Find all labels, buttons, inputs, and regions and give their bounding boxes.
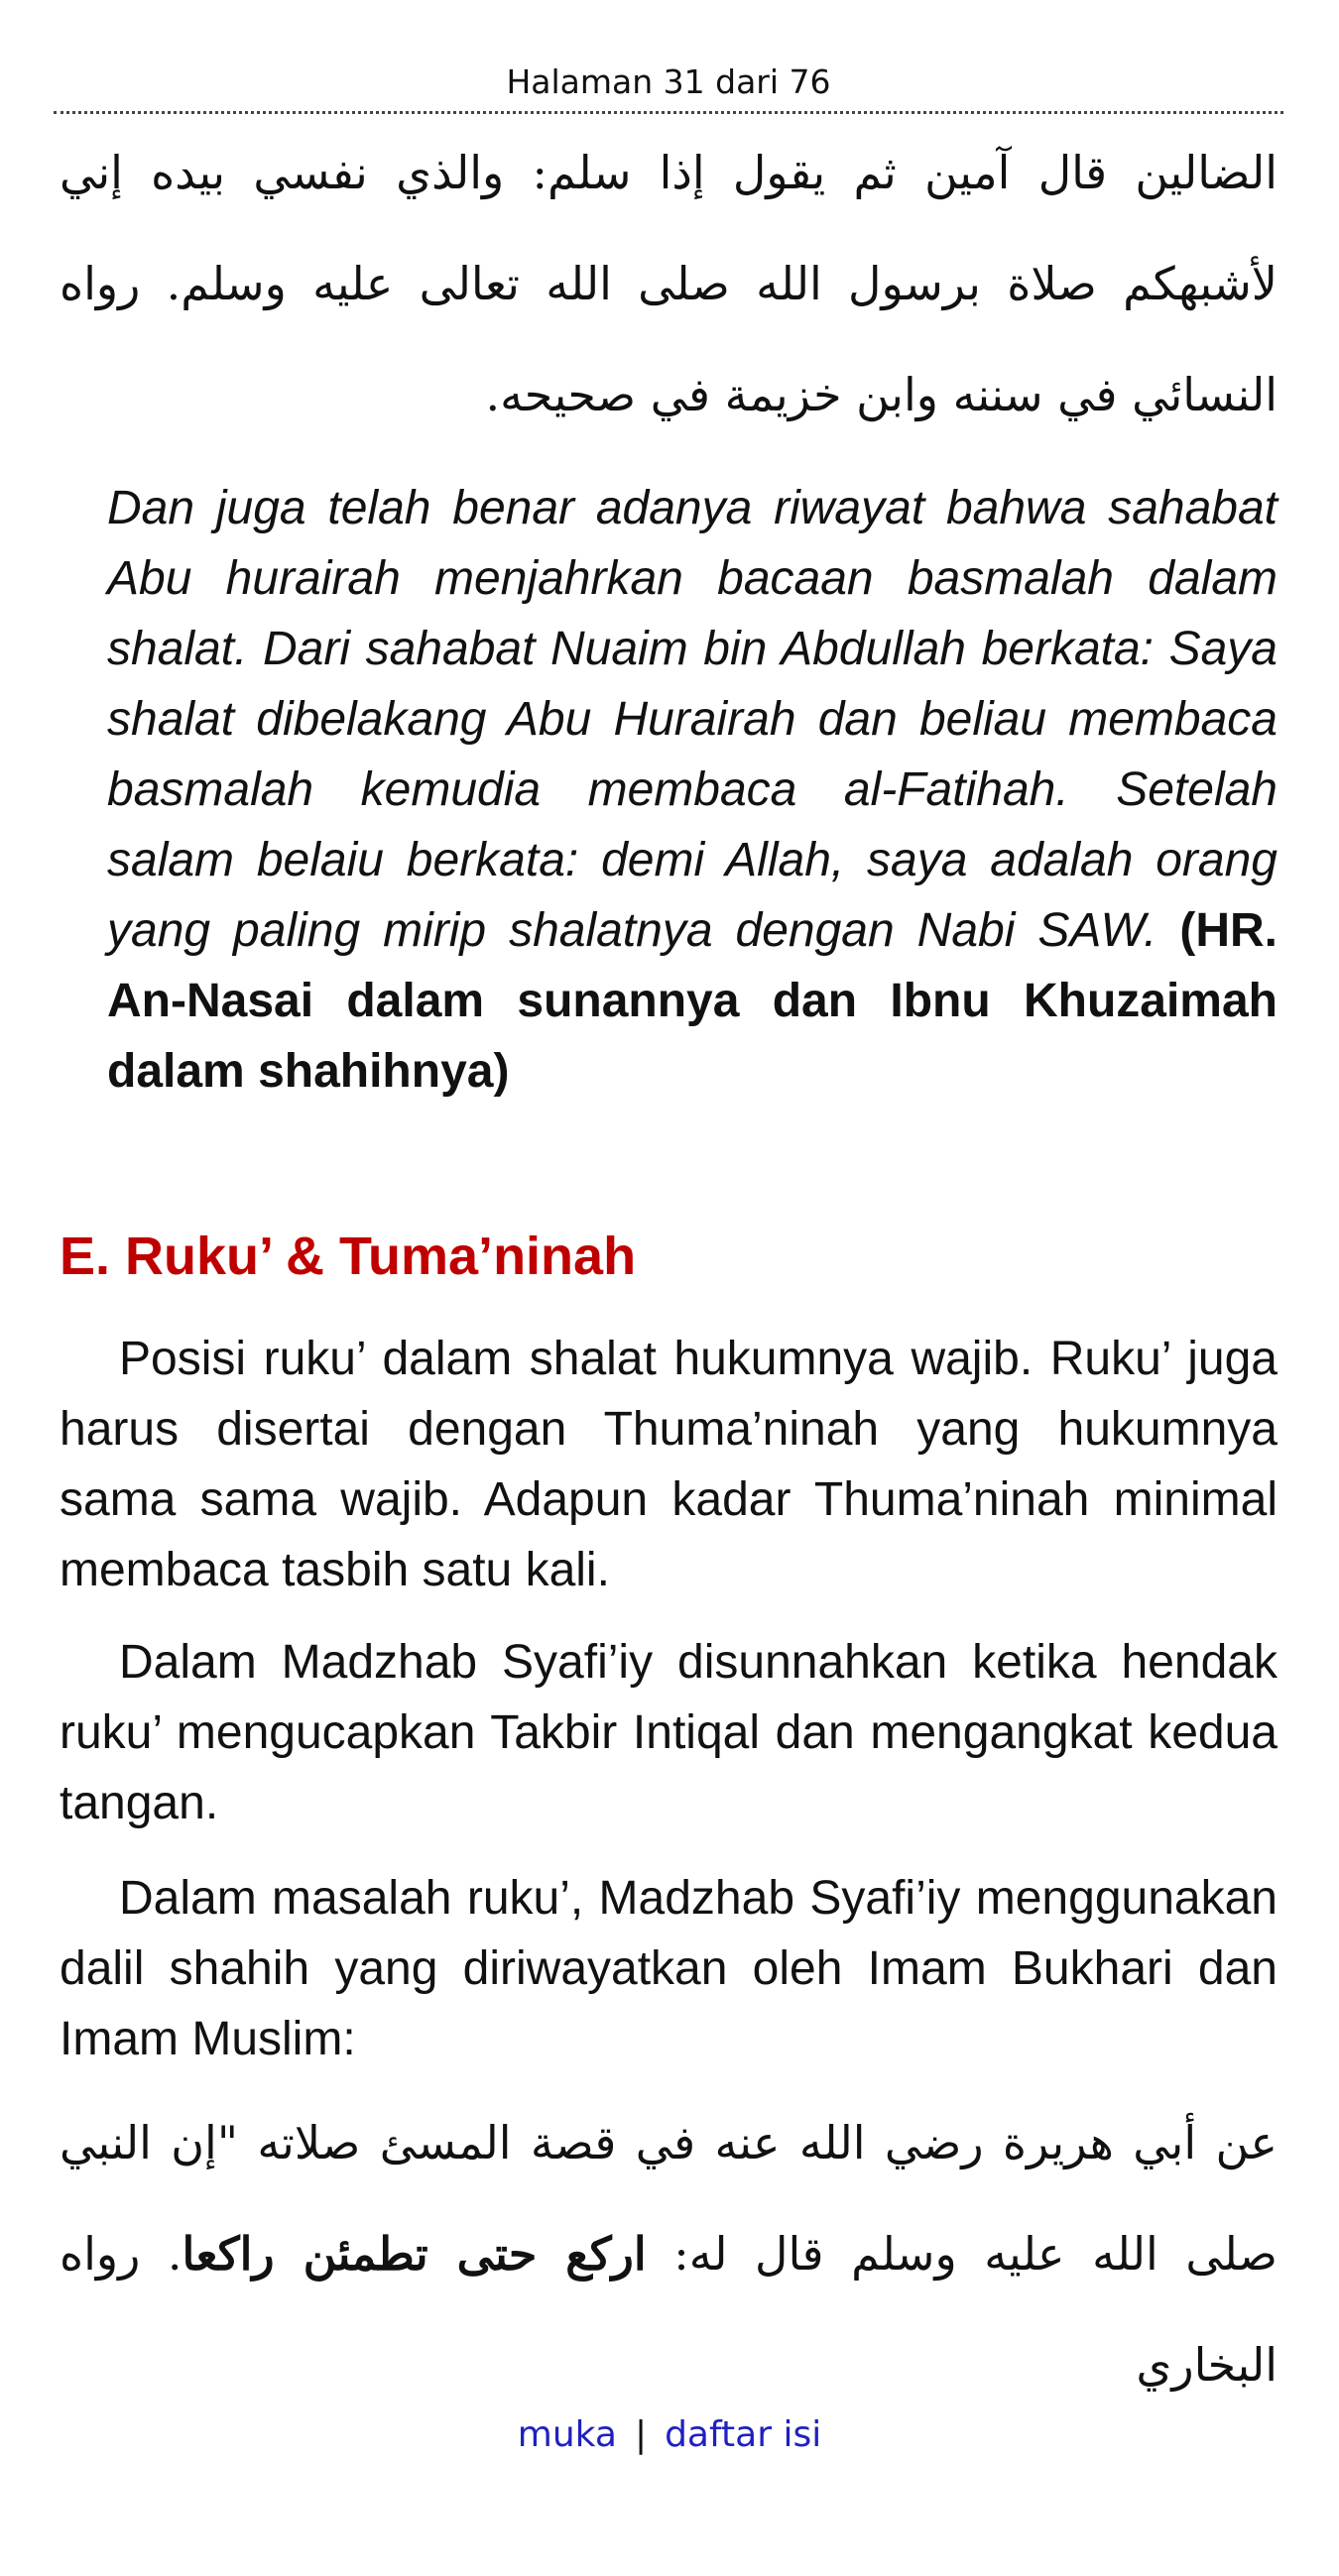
section-heading: E. Ruku’ & Tuma’ninah xyxy=(60,1227,637,1286)
body-paragraph-takbir-intiqal: Dalam Madzhab Syafi’iy disunnahkan ketika hendak ruku’ mengucapkan Takbir Intiqal dan mengangkat kedua tangan. xyxy=(60,1636,1278,1829)
home-link[interactable]: muka xyxy=(517,2414,617,2455)
page-number-label: Halaman 31 dari 76 xyxy=(506,62,831,101)
body-paragraph-dalil: Dalam masalah ruku’, Madzhab Syafi’iy menggunakan dalil shahih yang diriwayatkan oleh Imam Bukhari dan Imam Muslim: xyxy=(60,1872,1278,2065)
footer-separator: | xyxy=(634,2414,648,2455)
arabic-hadith-source: . رواه البخاري xyxy=(60,2227,1278,2392)
page-header xyxy=(54,58,1283,114)
arabic-hadith-emphasis: اركع حتى تطمئن راكعا xyxy=(182,2227,647,2281)
hadith-citation: (HR. An-Nasai dalam sunannya dan Ibnu Khuzaimah dalam shahihnya) xyxy=(107,904,1278,1098)
table-of-contents-link[interactable]: daftar isi xyxy=(665,2414,822,2455)
arabic-hadith-intro: عن أبي هريرة رضي الله عنه في قصة المسئ صلاته "إن النبي صلى الله عليه وسلم قال له: xyxy=(60,2116,1278,2281)
arabic-hadith-passage-1: الضالين قال آمين ثم يقول إذا سلم: والذي نفسي بيده إني لأشبهكم صلاة برسول الله صلى الله تعالى عليه وسلم. رواه النسائي في سننه وابن خزيمة في صحيحه. xyxy=(60,146,1278,421)
body-paragraph-ruku-obligation: Posisi ruku’ dalam shalat hukumnya wajib. Ruku’ juga harus disertai dengan Thuma’ninah yang hukumnya sama sama wajib. Adapun kadar Thuma’ninah minimal membaca tasbih satu kali. xyxy=(60,1333,1278,1596)
footer-navigation xyxy=(0,2407,1339,2463)
translation-text: Dan juga telah benar adanya riwayat bahwa sahabat Abu hurairah menjahrkan bacaan basmalah dalam shalat. Dari sahabat Nuaim bin Abdullah berkata: Saya shalat dibelakang Abu Hurairah dan beliau membaca basmalah kemudia membaca al-Fatihah. Setelah salam belaiu berkata: demi Allah, saya adalah orang yang paling mirip shalatnya dengan Nabi SAW. xyxy=(107,482,1278,957)
arabic-hadith-passage-2 xyxy=(60,2087,1278,2420)
translation-quote xyxy=(107,473,1278,1107)
